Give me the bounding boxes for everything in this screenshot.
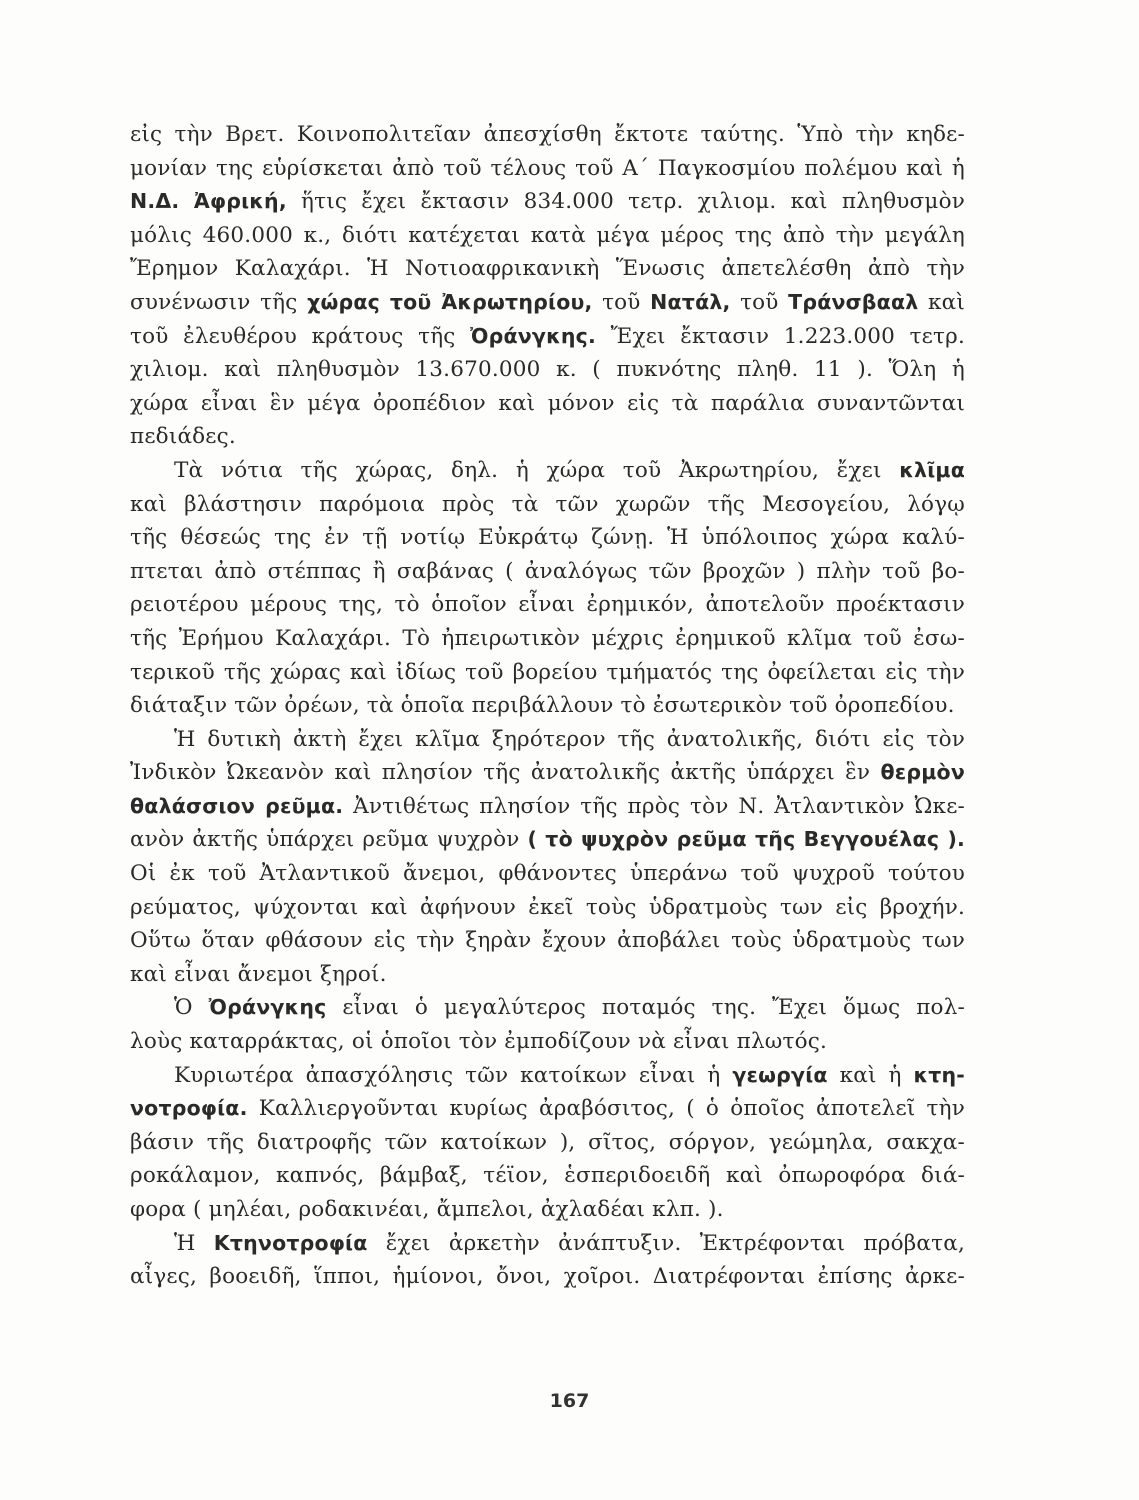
bold-term: Νατάλ, bbox=[650, 289, 731, 314]
text-run: ρεύματος, ψύχονται καὶ ἀφήνουν ἐκεῖ τοὺς ὑδρατμοὺς των εἰς βροχήν. bbox=[130, 894, 965, 920]
text-line bbox=[130, 185, 965, 219]
text-run: τοῦ ἐλευθέρου κράτους τῆς bbox=[130, 323, 471, 349]
text-line bbox=[130, 1025, 965, 1059]
text-line bbox=[130, 420, 965, 454]
text-line bbox=[130, 958, 965, 992]
text-line bbox=[130, 689, 965, 723]
text-run: Οἱ ἐκ τοῦ Ἀτλαντικοῦ ἄνεμοι, φθάνοντες ὑπεράνω τοῦ ψυχροῦ τούτου bbox=[130, 861, 965, 887]
page-number: 167 bbox=[549, 1390, 590, 1412]
text-run: τερικοῦ τῆς χώρας καὶ ἰδίως τοῦ βορείου τμήματός της ὀφείλεται εἰς τὴν bbox=[130, 659, 965, 685]
text-run: καὶ βλάστησιν παρόμοια πρὸς τὰ τῶν χωρῶν τῆς Μεσογείου, λόγῳ bbox=[130, 491, 965, 517]
text-run: Κυριωτέρα ἀπασχόλησις τῶν κατοίκων εἶναι ἡ bbox=[174, 1062, 733, 1088]
text-run: τῆς θέσεώς της ἐν τῇ νοτίῳ Εὐκράτῳ ζώνῃ. Ἡ ὑπόλοιπος χώρα καλύ- bbox=[130, 525, 965, 551]
text-run: χιλιομ. καὶ πληθυσμὸν 13.670.000 κ. ( πυκνότης πληθ. 11 ). Ὅλη ἡ bbox=[130, 357, 965, 383]
bold-term: κλῖμα bbox=[899, 457, 965, 482]
text-line bbox=[130, 891, 965, 925]
text-run: μονίαν της εὑρίσκεται ἀπὸ τοῦ τέλους τοῦ Α΄ Παγκοσμίου πολέμου καὶ ἡ bbox=[130, 155, 965, 181]
text-run: πεδιάδες. bbox=[130, 424, 236, 450]
bold-term: ( τὸ ψυχρὸν ρεῦμα τῆς Βεγγουέλας ). bbox=[527, 827, 966, 852]
text-line bbox=[130, 656, 965, 690]
text-run: συνένωσιν τῆς bbox=[130, 289, 308, 315]
text-line bbox=[130, 555, 965, 589]
text-line bbox=[130, 1193, 965, 1227]
text-run: Καλλιεργοῦνται κυρίως ἀραβόσιτος, ( ὁ ὁποῖος ἀποτελεῖ τὴν bbox=[247, 1096, 965, 1122]
text-run: βάσιν τῆς διατροφῆς τῶν κατοίκων ), σῖτος, σόργον, γεώμηλα, σακχα- bbox=[130, 1129, 965, 1155]
text-run: αἶγες, βοοειδῆ, ἵπποι, ἡμίονοι, ὄνοι, χοῖροι. Διατρέφονται ἐπίσης ἀρκε- bbox=[130, 1264, 965, 1290]
text-run: Ἔρημον Καλαχάρι. Ἡ Νοτιοαφρικανικὴ Ἕνωσις ἀπετελέσθη ἀπὸ τὴν bbox=[130, 256, 965, 282]
text-run: χώρα εἶναι ἓν μέγα ὀροπέδιον καὶ μόνον εἰς τὰ παράλια συναντῶνται bbox=[130, 390, 965, 416]
text-line bbox=[130, 286, 965, 320]
text-run: μόλις 460.000 κ., διότι κατέχεται κατὰ μέγα μέρος της ἀπὸ τὴν μεγάλη bbox=[130, 222, 965, 248]
text-line bbox=[130, 1126, 965, 1160]
text-run: Οὕτω ὅταν φθάσουν εἰς τὴν ξηρὰν ἔχουν ἀποβάλει τοὺς ὑδρατμοὺς των bbox=[130, 928, 965, 954]
text-line bbox=[130, 353, 965, 387]
text-line bbox=[130, 924, 965, 958]
bold-term: Ὀράνγκης bbox=[208, 995, 327, 1020]
text-run: Ἡ δυτικὴ ἀκτὴ ἔχει κλῖμα ξηρότερον τῆς ἀνατολικῆς, διότι εἰς τὸν bbox=[174, 726, 965, 752]
text-run: καὶ bbox=[918, 289, 965, 315]
text-line bbox=[130, 219, 965, 253]
text-run: τοῦ bbox=[730, 289, 789, 315]
text-run: καὶ ἡ bbox=[827, 1062, 914, 1088]
text-run: καὶ εἶναι ἄνεμοι ξηροί. bbox=[130, 961, 387, 987]
text-line bbox=[130, 622, 965, 656]
text-run: εἰς τὴν Βρετ. Κοινοπολιτεῖαν ἀπεσχίσθη ἔκτοτε ταύτης. Ὑπὸ τὴν κηδε- bbox=[130, 122, 965, 147]
bold-term: γεωργία bbox=[732, 1062, 828, 1087]
text-line bbox=[130, 857, 965, 891]
text-line bbox=[130, 823, 965, 857]
bold-term: νοτροφία. bbox=[130, 1096, 248, 1121]
text-line bbox=[130, 790, 965, 824]
text-run: Ὁ bbox=[174, 995, 209, 1021]
text-run: ρειοτέρου μέρους της, τὸ ὁποῖον εἶναι ἐρημικόν, ἀποτελοῦν προέκτασιν bbox=[130, 592, 965, 618]
text-run: διάταξιν τῶν ὀρέων, τὰ ὁποῖα περιβάλλουν τὸ ἐσωτερικὸν τοῦ ὀροπεδίου. bbox=[130, 693, 955, 719]
text-run: φορα ( μηλέαι, ροδακινέαι, ἄμπελοι, ἀχλαδέαι κλπ. ). bbox=[130, 1197, 724, 1222]
text-line bbox=[130, 1260, 965, 1294]
text-line bbox=[130, 387, 965, 421]
text-run: πτεται ἀπὸ στέππας ἢ σαβάνας ( ἀναλόγως τῶν βροχῶν ) πλὴν τοῦ βο- bbox=[130, 558, 965, 584]
text-line bbox=[130, 521, 965, 555]
text-run: λοὺς καταρράκτας, οἱ ὁποῖοι τὸν ἐμποδίζουν νὰ εἶναι πλωτός. bbox=[130, 1029, 828, 1055]
text-run: εἶναι ὁ μεγαλύτερος ποταμός της. Ἔχει ὅμως πολ- bbox=[326, 995, 965, 1021]
bold-term: Τράνσβααλ bbox=[788, 289, 919, 314]
text-run: ἥτις ἔχει ἔκτασιν 834.000 τετρ. χιλιομ. καὶ πληθυσμὸν bbox=[286, 189, 965, 215]
text-run: τοῦ bbox=[592, 289, 651, 315]
text-line bbox=[130, 454, 965, 488]
text-line bbox=[130, 320, 965, 354]
body-text bbox=[130, 118, 965, 1294]
bold-term: χώρας τοῦ Ἀκρωτηρίου, bbox=[307, 289, 593, 314]
text-run: ροκάλαμον, καπνός, βάμβαξ, τέϊον, ἑσπεριδοειδῆ καὶ ὀπωροφόρα διά- bbox=[130, 1163, 965, 1189]
text-line bbox=[130, 1059, 965, 1093]
bold-term: Ὀράνγκης. bbox=[470, 323, 596, 348]
text-line bbox=[130, 1227, 965, 1261]
text-run: Ἡ bbox=[174, 1230, 214, 1256]
text-line bbox=[130, 723, 965, 757]
bold-term: κτη- bbox=[913, 1062, 966, 1087]
text-line bbox=[130, 1159, 965, 1193]
text-line bbox=[130, 756, 965, 790]
text-run: Ἀντιθέτως πλησίον τῆς πρὸς τὸν Ν. Ἀτλαντικὸν Ὠκε- bbox=[343, 793, 965, 819]
bold-term: θαλάσσιον ρεῦμα. bbox=[130, 793, 344, 818]
text-run: τῆς Ἐρήμου Καλαχάρι. Τὸ ἠπειρωτικὸν μέχρις ἐρημικοῦ κλῖμα τοῦ ἐσω- bbox=[130, 625, 965, 651]
text-run: Ἔχει ἔκτασιν 1.223.000 τετρ. bbox=[596, 323, 965, 349]
text-line bbox=[130, 118, 965, 152]
text-run: ἔχει ἀρκετὴν ἀνάπτυξιν. Ἐκτρέφονται πρόβατα, bbox=[367, 1230, 965, 1256]
bold-term: Κτηνοτροφία bbox=[213, 1230, 368, 1255]
bold-term: Ν.Δ. Ἀφρική, bbox=[130, 189, 287, 214]
text-line bbox=[130, 1092, 965, 1126]
text-run: ανὸν ἀκτῆς ὑπάρχει ρεῦμα ψυχρὸν bbox=[130, 827, 528, 853]
text-line bbox=[130, 252, 965, 286]
text-line bbox=[130, 488, 965, 522]
bold-term: θερμὸν bbox=[880, 760, 965, 785]
text-line bbox=[130, 588, 965, 622]
text-run: Ἰνδικὸν Ὠκεανὸν καὶ πλησίον τῆς ἀνατολικῆς ἀκτῆς ὑπάρχει ἓν bbox=[130, 760, 881, 786]
text-line bbox=[130, 991, 965, 1025]
text-run: Τὰ νότια τῆς χώρας, δηλ. ἡ χώρα τοῦ Ἀκρωτηρίου, ἔχει bbox=[174, 457, 900, 483]
text-line bbox=[130, 152, 965, 186]
